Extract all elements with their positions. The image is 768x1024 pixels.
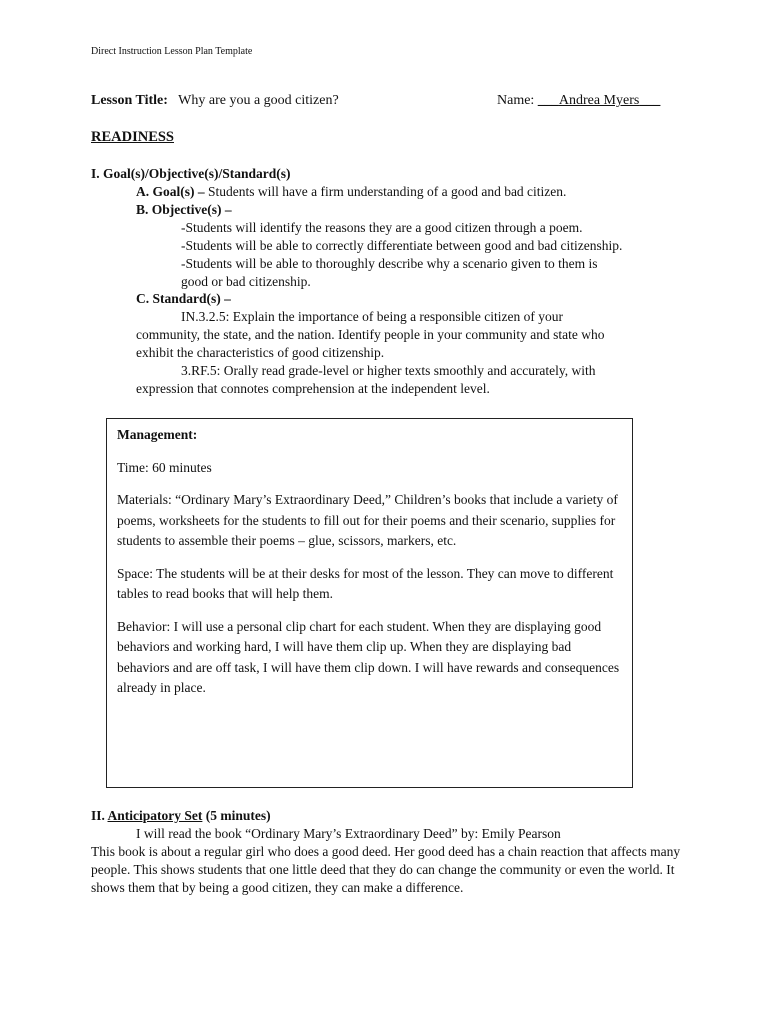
section-2-heading [91,807,271,825]
goal-text: Students will have a firm understanding of a good and bad citizen. [204,184,567,199]
goal-label: A. Goal(s) – [136,184,205,199]
objective-label: B. Objective(s) – [136,202,232,217]
section-2-number: II. [91,808,108,823]
name-blank-pre: ___ [537,93,559,108]
standard-line: community, the state, and the nation. Identify people in your community and state who [136,327,605,342]
anticipatory-body: This book is about a regular girl who does a good deed. Her good deed has a chain reaction that affects many people. This shows students that one little deed that they do can change the community or even the world. It shows them that by being a good citizen, they can make a difference. [91,844,681,895]
template-header: Direct Instruction Lesson Plan Template [91,46,253,57]
objective-item: -Students will be able to correctly differentiate between good and bad citizenship. [181,238,623,253]
section-2-time: (5 minutes) [202,808,271,823]
management-materials: Materials: “Ordinary Mary’s Extraordinary Deed,” Children’s books that include a variety of poems, worksheets for the students to fill out for their poems and their scenario, supplies for students to assemble their poems – glue, scissors, markers, etc. [117,492,618,548]
management-title: Management: [117,427,198,442]
objective-item: -Students will identify the reasons they are a good citizen through a poem. [181,220,583,235]
anticipatory-set-title: Anticipatory Set [107,808,203,823]
lesson-title-value: Why are you a good citizen? [178,93,339,108]
anticipatory-intro: I will read the book “Ordinary Mary’s Extraordinary Deed” by: Emily Pearson [136,826,561,841]
management-behavior: Behavior: I will use a personal clip chart for each student. When they are displaying good behaviors and working hard, I will have them clip up. When they are displaying bad behaviors and are off task, I will have them clip down. I will have rewards and consequences already in place. [117,618,620,695]
lesson-title-label: Lesson Title: [91,93,168,108]
standard-line: expression that connotes comprehension at the independent level. [136,381,490,396]
management-space: Space: The students will be at their desks for most of the lesson. They can move to different tables to read books that will help them. [117,565,614,601]
management-box [106,418,633,788]
name-label: Name: [497,93,535,108]
name-blank-post: ___ [639,93,661,108]
standard-line: 3.RF.5: Orally read grade-level or higher texts smoothly and accurately, with [181,363,596,378]
objective-item: -Students will be able to thoroughly describe why a scenario given to them is [181,256,598,271]
objective-item: good or bad citizenship. [181,274,311,289]
author-name [497,93,660,109]
standard-line: IN.3.2.5: Explain the importance of being a responsible citizen of your [181,309,564,324]
section-1-heading: I. Goal(s)/Objective(s)/Standard(s) [91,166,291,181]
name-value: Andrea Myers [558,93,640,108]
management-time: Time: 60 minutes [117,459,212,475]
standard-line: exhibit the characteristics of good citizenship. [136,345,385,360]
goal-line [136,183,566,201]
lesson-title-line [91,93,681,113]
standard-label: C. Standard(s) – [136,291,231,306]
readiness-heading: READINESS [91,129,174,145]
